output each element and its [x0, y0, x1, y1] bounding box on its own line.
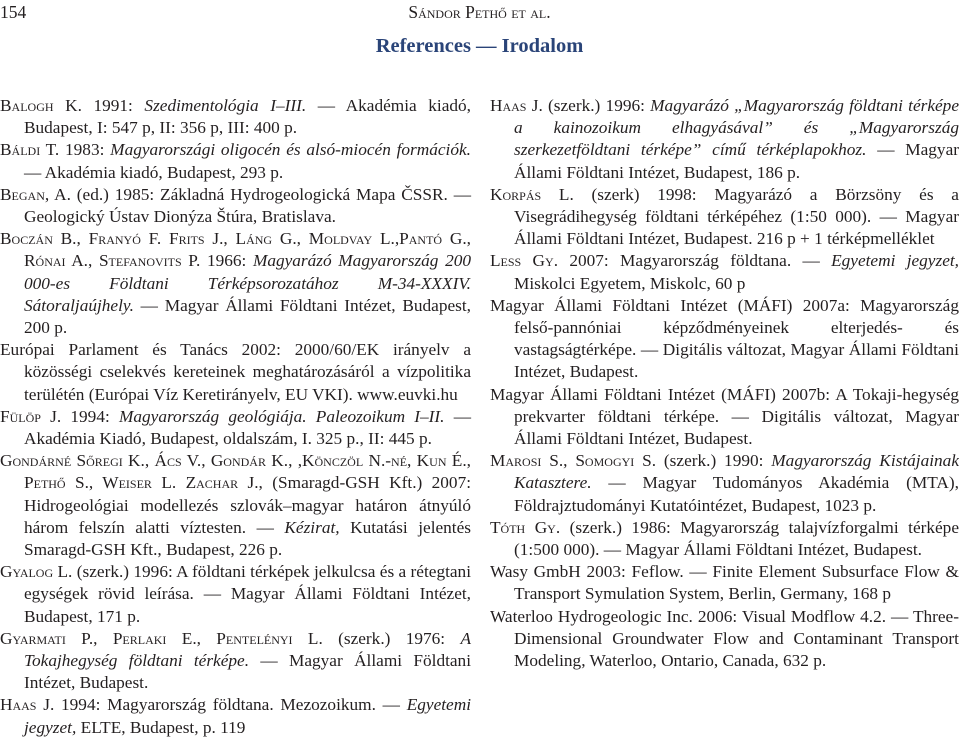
- reference-text: — Akadémia kiadó, Budapest, I: 547 p, II: 356 p, III: 400 p.: [24, 96, 471, 138]
- reference-text: 1966:: [200, 251, 253, 271]
- reference-authors: Haas J.: [0, 695, 55, 715]
- page-number: 154: [0, 2, 27, 22]
- reference-entry: [490, 561, 959, 605]
- reference-entry: [490, 250, 959, 294]
- reference-text: (Smaragd-GSH Kft.) 2007: Hidrogeológiai modellezés szlovák–magyar határon átnyúló három felszín alatti víztesten. —: [24, 473, 472, 537]
- reference-entry: [0, 184, 471, 228]
- reference-authors: Less Gy.: [490, 251, 559, 271]
- reference-authors: Fülöp J.: [0, 406, 62, 426]
- reference-text: 1994:: [61, 406, 119, 426]
- reference-title: A Tokajhegység földtani térképe.: [24, 628, 471, 671]
- reference-entry: [0, 628, 471, 695]
- reference-text: Miskolci Egyetem, Miskolc, 60 p: [514, 273, 746, 293]
- reference-authors: Tóth Gy.: [490, 517, 561, 537]
- reference-text: Magyar Állami Földtani Intézet (MÁFI) 2007a: Magyarország felső-pannóniai képződményeinek elterjedés- és vastagságtérképe. — Digitális változat, Magyar Állami Földtani Intézet, Budapest.: [490, 295, 959, 382]
- reference-text: Európai Parlament és Tanács 2002: 2000/60/EK irányelv a közösségi cselekvés kereteinek meghatározásáról a vízpolitika terülétén (Európai Víz Keretirányelv, EU VKI). www.euvki.hu: [0, 340, 471, 404]
- reference-authors: Gyalog L.: [0, 562, 73, 582]
- reference-text: Wasy GmbH 2003: Feflow. — Finite Element Subsurface Flow & Transport Symulation System, Berlin, Germany, 168 p: [490, 562, 959, 604]
- reference-text: Waterloo Hydrogeologic Inc. 2006: Visual Modflow 4.2. — Three-Dimensional Groundwater Flow and Contaminant Transport Modeling, Waterloo, Ontario, Canada, 632 p.: [490, 606, 959, 671]
- reference-entry: [490, 95, 959, 184]
- reference-entry: [0, 339, 471, 406]
- reference-text: — Magyar Állami Földtani Intézet, Budapest, 186 p.: [514, 140, 959, 182]
- reference-entry: [490, 517, 959, 561]
- reference-entry: [490, 184, 959, 251]
- reference-text: ELTE, Budapest, p. 119: [76, 717, 246, 737]
- reference-text: 1991:: [81, 96, 145, 115]
- reference-title: Magyarország geológiája. Paleozoikum I–II.: [118, 406, 445, 426]
- references-left-column: [0, 95, 471, 739]
- reference-text: Kutatási jelentés Smaragd-GSH Kft., Budapest, 226 p.: [24, 517, 471, 560]
- reference-title: Kézirat,: [284, 517, 340, 537]
- running-head: Sándor Pethő et al.: [408, 2, 551, 22]
- reference-title: Magyarázó „Magyarország földtani térképe a kainozoikum elhagyásával” és „Magyarország szerkezetföldtani térképe” című térképlapokhoz.: [514, 96, 959, 160]
- reference-authors: Gyarmati P., Perlaki E., Pentelényi L.: [0, 628, 323, 648]
- reference-entry: [0, 694, 471, 738]
- reference-text: — Magyar Állami Földtani Intézet, Budapest.: [24, 651, 471, 693]
- references-right-column: [490, 95, 959, 672]
- reference-authors: Began, A.: [0, 184, 71, 204]
- reference-title: Egyetemi jegyzet,: [831, 251, 959, 271]
- reference-entry: [490, 384, 959, 451]
- reference-text: (szerk.) 1986: Magyarország talajvízforgalmi térképe (1:500 000). — Magyar Állami Földtani Intézet, Budapest.: [514, 517, 959, 560]
- reference-text: (szerk.) 1990:: [656, 451, 772, 471]
- reference-text: (szerk.) 1996:: [542, 96, 651, 115]
- reference-text: (szerk.) 1976:: [322, 628, 461, 648]
- reference-text: — Akadémia Kiadó, Budapest, oldalszám, I. 325 p., II: 445 p.: [24, 406, 471, 449]
- reference-entry: [490, 450, 959, 517]
- reference-authors: Boczán B., Franyó F. Frits J., Láng G., Moldvay L.,Pantó G., Rónai A., Stefanovits P.: [0, 229, 471, 271]
- reference-authors: Haas J.: [490, 96, 543, 115]
- reference-entry: [490, 295, 959, 384]
- reference-text: — Akadémia kiadó, Budapest, 293 p.: [24, 162, 284, 182]
- reference-entry: [0, 450, 471, 561]
- reference-text: 1994: Magyarország földtana. Mezozoikum. —: [54, 695, 407, 715]
- reference-title: Magyarországi oligocén és alsó-miocén formációk.: [110, 140, 471, 160]
- reference-entry: [0, 95, 471, 139]
- reference-text: (szerk) 1998: Magyarázó a Börzsöny és a Visegrádihegység földtani térképéhez (1:50 000). — Magyar Állami Földtani Intézet, Budapest. 216 p + 1 térképmelléklet: [514, 184, 959, 249]
- reference-authors: Báldi T.: [0, 140, 60, 160]
- reference-title: Egyetemi jegyzet,: [24, 695, 471, 737]
- reference-text: Magyar Állami Földtani Intézet (MÁFI) 2007b: A Tokaji-hegység prekvarter földtani térképe. — Digitális változat, Magyar Állami Földtani Intézet, Budapest.: [490, 384, 959, 449]
- reference-entry: [0, 139, 471, 183]
- reference-text: (ed.) 1985: Základná Hydrogeologická Mapa ČSSR. — Geologický Ústav Dionýza Štúra, Bratislava.: [24, 184, 472, 227]
- reference-entry: [0, 561, 471, 628]
- reference-text: — Magyar Állami Földtani Intézet, Budapest, 200 p.: [24, 295, 471, 338]
- reference-authors: Gondárné Sőregi K., Ács V., Gondár K., ,Könczöl N.-né, Kun É., Pethő S., Weiser L. Zachar J.,: [0, 451, 471, 493]
- reference-text: 2007: Magyarország földtana. —: [558, 251, 832, 271]
- reference-text: 1983:: [59, 140, 111, 160]
- reference-authors: Korpás L.: [490, 184, 574, 204]
- page-header: [0, 2, 959, 24]
- reference-entry: [490, 606, 959, 673]
- reference-authors: Balogh K.: [0, 96, 82, 115]
- reference-text: — Magyar Tudományos Akadémia (MTA), Földrajztudományi Kutatóintézet, Budapest, 1023 p.: [514, 473, 959, 515]
- reference-entry: [0, 228, 471, 339]
- reference-title: Magyarország Kistájainak Katasztere.: [514, 451, 959, 493]
- reference-entry: [0, 406, 471, 450]
- reference-authors: Marosi S., Somogyi S.: [490, 451, 657, 471]
- reference-text: (szerk.) 1996: A földtani térképek jelkulcsa és a rétegtani egységek rövid leírása. — Magyar Állami Földtani Intézet, Budapest, 171 p.: [24, 562, 472, 626]
- reference-title: Magyarázó Magyarország 200 000-es Földtani Térképsorozatához M-34-XXXIV. Sátoraljaújhely.: [24, 251, 471, 315]
- reference-title: Szedimentológia I–III.: [144, 96, 307, 115]
- section-heading: References — Irodalom: [375, 35, 584, 57]
